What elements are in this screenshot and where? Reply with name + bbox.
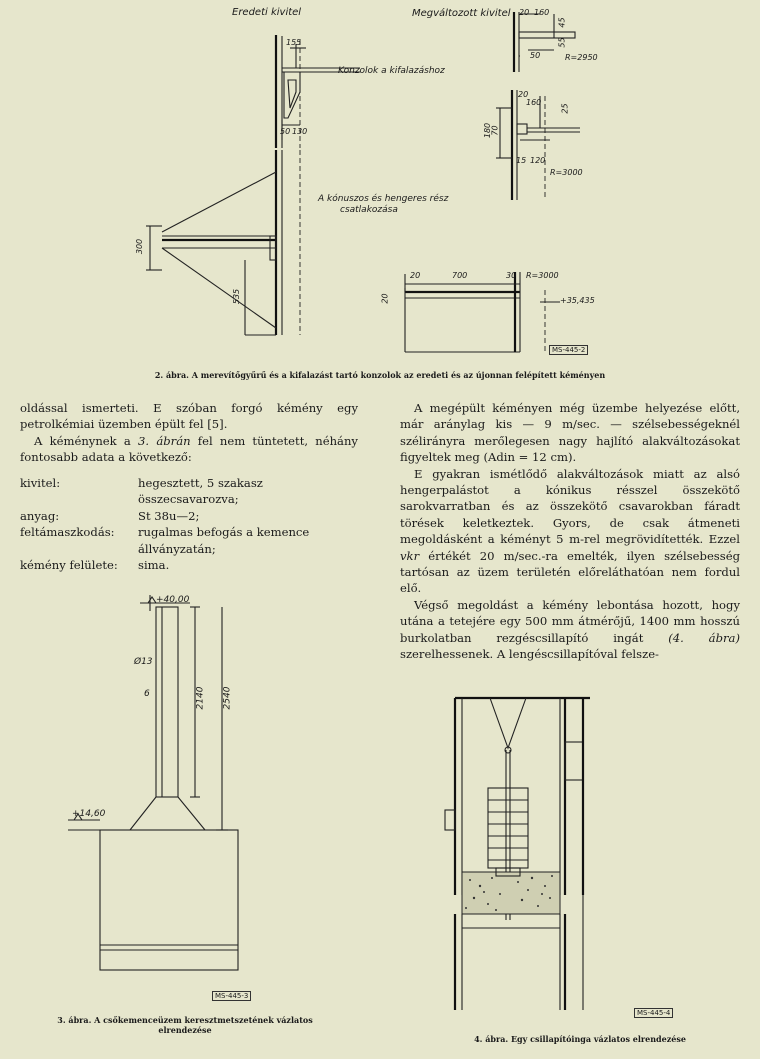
- figure-3-top-level: +40,00: [156, 595, 190, 605]
- spec-row: [20, 508, 364, 524]
- dim-r20b: 20: [518, 90, 529, 99]
- right-p2-symbol: vkr: [400, 548, 420, 563]
- dim-r160b: 160: [526, 98, 542, 107]
- dim-r55: 55: [557, 37, 567, 48]
- dim-r25: 25: [560, 103, 570, 114]
- figure-3-dim-2540: 2540: [222, 686, 233, 710]
- figure-3-dim-2140: 2140: [195, 686, 206, 710]
- right-column-text: [400, 400, 740, 663]
- spec-key: feltámaszkodás:: [20, 525, 115, 540]
- left-p2-ref: 3. ábrán: [138, 433, 191, 448]
- spec-key: anyag:: [20, 508, 60, 523]
- figure-3-stamp: MS-445-3: [212, 991, 251, 1001]
- figure-3-caption-line-1: 3. ábra. A csőkemenceüzem keresztmetszetének vázlatos: [57, 1015, 313, 1025]
- dim-r45: 45: [557, 17, 567, 28]
- dim-r700: 700: [452, 271, 468, 280]
- right-p2-b: értékét 20 m/sec.-ra emelték, ilyen szélsebesség tartósan az üzem területén előreláthatóan nem fordul elő.: [400, 548, 740, 596]
- left-paragraph-2: [20, 433, 358, 466]
- figure-4-caption: 4. ábra. Egy csillapítóinga vázlatos elrendezése: [474, 1034, 686, 1044]
- figure-3-diameter: Ø13: [134, 657, 153, 667]
- dim-r180: 180: [483, 122, 493, 139]
- spec-value: hegesztett, 5 szakasz összecsavarozva;: [138, 476, 263, 507]
- right-p3-ref: (4. ábra): [668, 630, 740, 645]
- spec-value: St 38u—2;: [138, 508, 200, 523]
- right-p3-a: Végső megoldást a kémény lebontása hozott, hogy utána a tetejére egy 500 mm átmérőjű, 1400 mm hosszú burkolatban rezgéscsillapító ingát: [400, 597, 740, 645]
- left-p2-b: fel nem tüntetett, néhány fontosabb adata a következő:: [20, 433, 358, 465]
- spec-row: [20, 557, 364, 573]
- dim-r120: 120: [530, 156, 546, 165]
- dim-level-35435: +35,435: [560, 296, 595, 305]
- figure-3-mid-level: +14,60: [72, 809, 106, 819]
- figure-3-thickness: 6: [144, 689, 150, 699]
- figure-2-header-original: Eredeti kivitel: [232, 7, 302, 18]
- figure-3-drawing: [0, 585, 370, 1059]
- figure-2-header-modified: Megváltozott kivitel: [412, 8, 511, 19]
- dim-130: 130: [292, 127, 308, 136]
- figure-2-caption: 2. ábra. A merevítőgyűrű és a kifalazást tartó konzolok az eredeti és az újonnan felépített kéményen: [154, 370, 606, 380]
- right-p2-a: E gyakran ismétlődő alakváltozások miatt az alsó hengerpalástot a kónikus résszel összekötő sarokvarratban és az összekötő csavarokban fáradt törések keletkeztek. Gyors, de csak átmeneti megoldásként a kéményt 5 m-rel megrövidítették. Ezzel: [400, 466, 740, 547]
- dim-535: 535: [232, 288, 242, 305]
- figure-2-label-konusz-2: csatlakozása: [340, 205, 398, 215]
- dim-r15: 15: [516, 156, 527, 165]
- spec-value: rugalmas befogás a kemence állványzatán;: [138, 525, 310, 556]
- figure-2-drawing: [0, 0, 760, 365]
- figure-3: [0, 585, 370, 1059]
- right-paragraph-1: A megépült kéményen még üzembe helyezése előtt, már aránylag kis — 9 m/sec. — szélsebességeknél szélirányra merőlegesen nagy hajlító alakváltozásokat figyeltek meg (Adin = 12 cm).: [400, 401, 740, 465]
- dim-r20d: 20: [380, 293, 390, 304]
- spec-list: [20, 475, 364, 573]
- figure-2: [0, 0, 760, 380]
- dim-r3000b: R=3000: [526, 271, 559, 280]
- figure-4-drawing: [400, 690, 760, 1059]
- dim-r30: 30: [506, 271, 517, 280]
- spec-row: [20, 475, 364, 508]
- spec-key: kivitel:: [20, 476, 61, 490]
- dim-r70: 70: [490, 125, 500, 136]
- dim-r20c: 20: [410, 271, 421, 280]
- spec-value: sima.: [138, 558, 170, 573]
- spec-key: kémény felülete:: [20, 558, 118, 573]
- dim-r50: 50: [530, 51, 541, 60]
- dim-155: 155: [286, 38, 302, 47]
- right-paragraph-3: [400, 597, 740, 663]
- figure-2-stamp: MS-445-2: [549, 345, 588, 355]
- figure-2-label-konusz-1: A kónuszos és hengeres rész: [318, 194, 449, 204]
- figure-3-caption-line-2: elrendezése: [158, 1025, 212, 1035]
- spec-row: [20, 524, 364, 557]
- dim-r3000a: R=3000: [550, 168, 583, 177]
- dim-r20a: 20: [519, 8, 530, 17]
- dim-300: 300: [135, 238, 145, 255]
- figure-4: [400, 690, 760, 1059]
- dim-r160a: 160: [534, 8, 550, 17]
- left-column-text: [20, 400, 358, 466]
- right-paragraph-2: [400, 466, 740, 597]
- dim-r2950: R=2950: [565, 53, 598, 62]
- left-paragraph-1: oldással ismerteti. E szóban forgó kémény egy petrolkémiai üzemben épült fel [5].: [20, 401, 358, 432]
- left-p2-a: A kéménynek a: [34, 433, 139, 448]
- dim-50: 50: [280, 127, 291, 136]
- figure-4-stamp: MS-445-4: [634, 1008, 673, 1018]
- right-p3-b: szerelhessenek. A lengéscsillapítóval felsze-: [400, 647, 659, 662]
- figure-2-label-konzolok: Konzolok a kifalazáshoz: [338, 66, 445, 76]
